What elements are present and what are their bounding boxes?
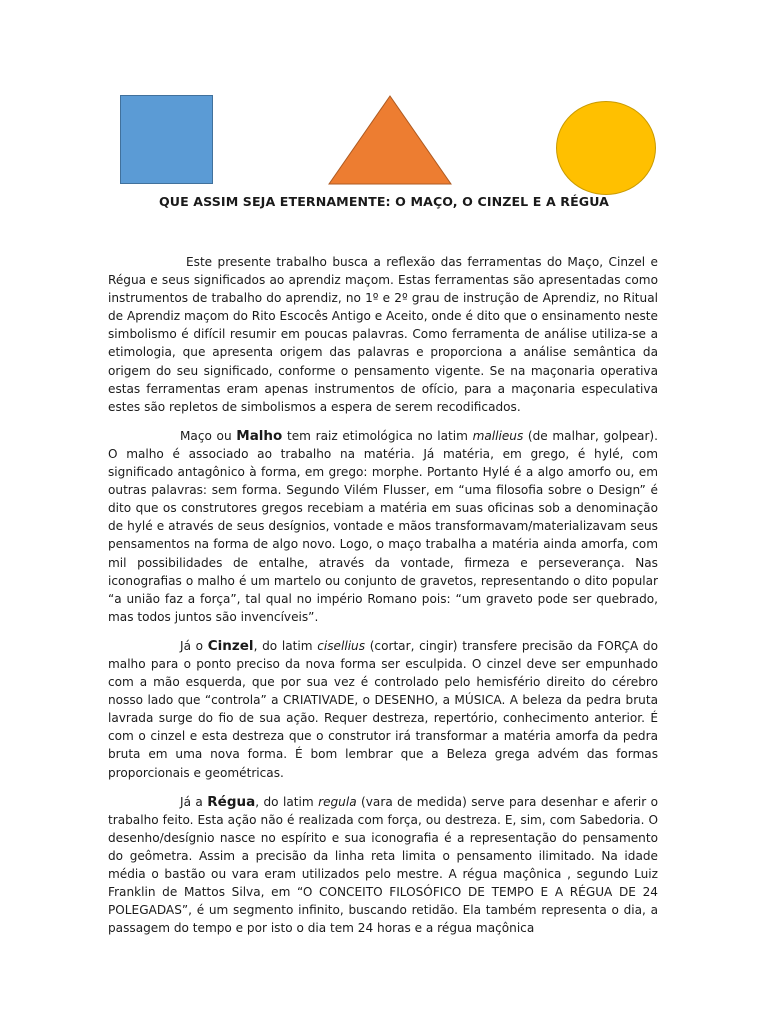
- keyword-cinzel: Cinzel: [207, 637, 254, 654]
- paragraph-intro: Este presente trabalho busca a reflexão das ferramentas do Maço, Cinzel e Régua e seus significados ao aprendiz maçom. Estas ferramentas são apresentadas como instrumentos de trabalho do aprendiz, no 1º e 2º grau de instrução de Aprendiz, no Ritual de Aprendiz maçom do Rito Escocês Antigo e Aceito, onde é dito que o ensinamento neste simbolismo é difícil resumir em poucas palavras. Como ferramenta de análise utiliza-se a etimologia, que apresenta origem das palavras e proporciona a análise semântica da origem do seu significado, conforme o pensamento vigente. Se na maçonaria operativa estas ferramentas eram apenas instrumentos de ofício, para a maçonaria especulativa estes são repletos de simbolismos a espera de serem recodificados.: [108, 255, 658, 414]
- paragraph-cinzel: Já o Cinzel, do latim cisellius (cortar, cingir) transfere precisão da FORÇA do malho para o ponto preciso da nova forma ser esculpida. O cinzel deve ser empunhado com a mão esquerda, que por sua vez é controlado pelo hemisfério direito do cérebro nosso lado que “controla” a CRIATIVADE, o DESENHO, a MÚSICA. A beleza da pedra bruta lavrada surge do fio de sua ação. Requer destreza, repertório, conhecimento anterior. É com o cinzel e esta destreza que o construtor irá transformar a matéria amorfa da pedra bruta em uma nova forma. É bom lembrar que a Beleza grega advém das formas proporcionais e geométricas.: [108, 637, 658, 780]
- paragraph-malho: Maço ou Malho tem raiz etimológica no latim mallieus (de malhar, golpear). O malho é associado ao trabalho na matéria. Já matéria, em grego, é hylé, com significado antagônico à forma, em grego: morphe. Portanto Hylé é a algo amorfo ou, em outras palavras: sem forma. Segundo Vilém Flusser, em “uma filosofia sobre o Design” é dito que os construtores gregos recebiam a matéria em suas oficinas sob a denominação de hylé e através de seus desígnios, vontade e mãos transformavam/materializavam seus pensamentos na forma de algo novo. Logo, o maço trabalha a matéria ainda amorfa, com mil possibilidades de entalhe, através da vontade, firmeza e perseverança. Nas iconografias o malho é um martelo ou conjunto de gravetos, representando o dito popular “a união faz a força”, tal qual no império Romano pois: “um graveto pode ser quebrado, mas todos juntos são invencíveis”.: [108, 427, 658, 624]
- document-body: [108, 253, 658, 948]
- latin-term-mallieus: mallieus: [472, 428, 524, 443]
- yellow-circle-shape: [556, 101, 656, 195]
- orange-triangle-shape: [328, 95, 452, 185]
- blue-square-shape: [120, 95, 213, 184]
- paragraph-regua: Já a Régua, do latim regula (vara de medida) serve para desenhar e aferir o trabalho feito. Esta ação não é realizada com força, ou destreza. E, sim, com Sabedoria. O desenho/desígnio nasce no espírito e sua iconografia é a representação do pensamento do geômetra. Assim a precisão da linha reta limita o pensamento ilimitado. Na idade média o bastão ou vara eram utilizados pelo mestre. A régua maçônica , segundo Luiz Franklin de Mattos Silva, em “O CONCEITO FILOSÓFICO DE TEMPO E A RÉGUA DE 24 POLEGADAS”, é um segmento infinito, buscando retidão. Ela também representa o dia, a passagem do tempo e por isto o dia tem 24 horas e a régua maçônica: [108, 793, 659, 936]
- keyword-malho: Malho: [236, 427, 283, 444]
- latin-term-regula: regula: [318, 794, 357, 809]
- keyword-regua: Régua: [207, 793, 256, 810]
- latin-term-cisellius: cisellius: [317, 638, 366, 653]
- document-title: QUE ASSIM SEJA ETERNAMENTE: O MAÇO, O CINZEL E A RÉGUA: [158, 194, 610, 209]
